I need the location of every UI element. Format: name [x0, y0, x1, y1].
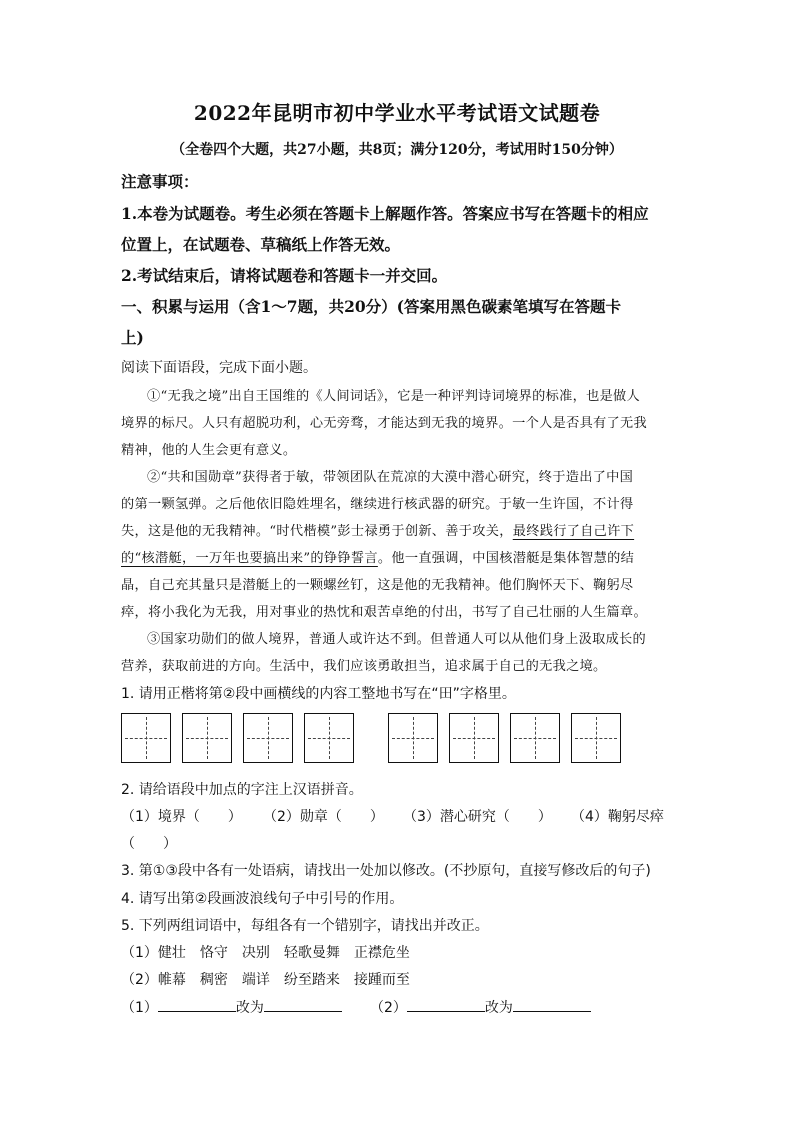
word-group-1: （1）健壮 恪守 决别 轻歌曼舞 正襟危坐	[121, 945, 410, 961]
answer-blank[interactable]	[407, 997, 485, 1012]
answer-blank[interactable]	[264, 997, 342, 1012]
tian-grid-cell[interactable]	[121, 713, 171, 763]
exam-subtitle: （全卷四个大题，共27小题，共8页；满分120分，考试用时150分钟）	[171, 142, 623, 158]
question-1: 1. 请用正楷将第②段中画横线的内容工整地书写在“田”字格里。	[121, 686, 516, 702]
answer-connector: 改为	[484, 1000, 513, 1016]
paragraph-2-line: 瘁，将小我化为无我，用对事业的热忱和艰苦卓绝的付出，书写了自己壮丽的人生篇章。	[121, 605, 648, 620]
underlined-sentence: 最终践行了自己许下	[512, 524, 635, 539]
question-2: 2. 请给语段中加点的字注上汉语拼音。	[121, 782, 363, 798]
note-1-line-2: 位置上，在试题卷、草稿纸上作答无效。	[121, 235, 401, 254]
section-1-heading: 一、积累与运用（含1～7题，共20分）(答案用黑色碳素笔填写在答题卡	[121, 297, 621, 316]
pinyin-option: （2）勋章（ ）	[263, 809, 384, 825]
tian-grid-cell[interactable]	[510, 713, 560, 763]
paragraph-1-line: ①“无我之境”出自王国维的《人间词话》，它是一种评判诗词境界的标准，也是做人	[147, 389, 641, 404]
answer-blank[interactable]	[158, 997, 236, 1012]
paragraph-2-line: 的第一颗氢弹。之后他依旧隐姓埋名，继续进行核武器的研究。于敏一生许国，不计得	[121, 497, 634, 512]
note-2: 2.考试结束后，请将试题卷和答题卡一并交回。	[121, 266, 448, 285]
answer-blank: （ ）	[121, 836, 177, 852]
answer-label: （2）	[370, 1000, 407, 1016]
note-1-line-1: 1.本卷为试题卷。考生必须在答题卡上解题作答。答案应书写在答题卡的相应	[121, 204, 649, 223]
paragraph-3-line: ③国家功勋们的做人境界，普通人或许达不到。但普通人可以从他们身上汲取成长的	[147, 632, 647, 647]
section-1-heading-cont: 上)	[121, 328, 144, 347]
paragraph-2-text: 失，这是他的无我精神。“时代楷模”彭士禄勇于创新、善于攻关，	[121, 524, 513, 539]
question-5: 5. 下列两组词语中，每组各有一个错别字，请找出并改正。	[121, 918, 489, 934]
question-4: 4. 请写出第②段画波浪线句子中引号的作用。	[121, 891, 404, 907]
answer-line-2	[370, 997, 591, 1017]
answer-connector: 改为	[235, 1000, 264, 1016]
answer-label: （1）	[121, 1000, 158, 1016]
paragraph-2-line: ②“共和国勋章”获得者于敏，带领团队在荒凉的大漠中潜心研究，终于造出了中国	[147, 470, 634, 485]
tian-grid-cell[interactable]	[388, 713, 438, 763]
pinyin-option: （4）鞠躬尽瘁	[571, 809, 664, 825]
paragraph-2-line	[121, 520, 634, 539]
underlined-sentence-cont: 的“核潜艇，一万年也要搞出来”的铮铮誓言	[121, 551, 378, 566]
tian-grid-cell[interactable]	[304, 713, 354, 763]
word-group-2: （2）帷幕 稠密 端详 纷至踏来 接踵而至	[121, 972, 410, 988]
pinyin-option: （1）境界（ ）	[121, 809, 242, 825]
notes-heading: 注意事项：	[121, 172, 199, 191]
tian-grid-cell[interactable]	[243, 713, 293, 763]
paragraph-2-text: 。他一直强调，中国核潜艇是集体智慧的结	[377, 551, 635, 566]
paragraph-2-line: 晶，自己充其量只是潜艇上的一颗螺丝钉，这是他的无我精神。他们胸怀天下、鞠躬尽	[121, 578, 634, 593]
answer-line-1	[121, 997, 342, 1017]
paragraph-2-line	[121, 547, 634, 566]
paragraph-1-line: 精神，他的人生会更有意义。	[121, 443, 297, 458]
paragraph-3-line: 营养，获取前进的方向。生活中，我们应该勇敢担当，追求属于自己的无我之境。	[121, 659, 607, 674]
page-title: 2022年昆明市初中学业水平考试语文试题卷	[193, 101, 601, 125]
question-3: 3. 第①③段中各有一处语病，请找出一处加以修改。(不抄原句，直接写修改后的句子)	[121, 863, 651, 879]
reading-intro: 阅读下面语段，完成下面小题。	[121, 360, 317, 376]
tian-grid-cell[interactable]	[182, 713, 232, 763]
answer-blank[interactable]	[513, 997, 591, 1012]
paragraph-1-line: 境界的标尺。人只有超脱功利，心无旁骛，才能达到无我的境界。一个人是否具有了无我	[121, 416, 648, 431]
tian-grid-cell[interactable]	[571, 713, 621, 763]
pinyin-option: （3）潜心研究（ ）	[403, 809, 552, 825]
tian-grid-cell[interactable]	[449, 713, 499, 763]
